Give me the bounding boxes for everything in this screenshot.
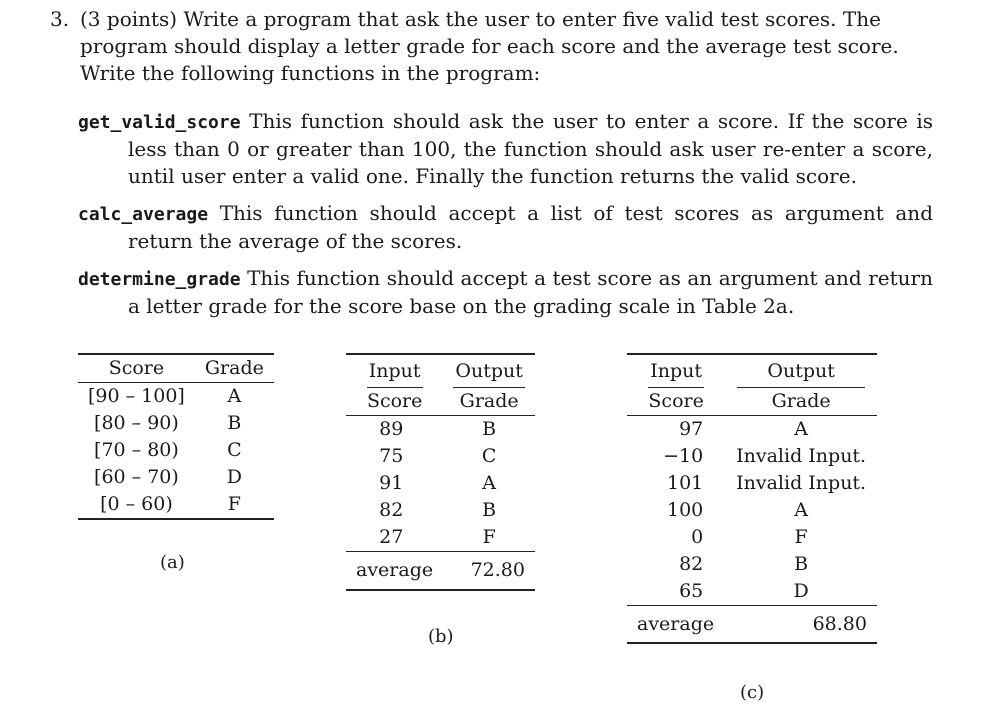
- table-cell: 82: [679, 553, 704, 575]
- problem-number: 3.: [50, 7, 70, 31]
- table-cell: 101: [666, 472, 704, 494]
- table-cell: [80 – 90): [94, 412, 179, 434]
- table-subheader: Grade: [443, 388, 535, 416]
- table-header-label: Output: [737, 355, 864, 388]
- table-cell: B: [227, 412, 242, 434]
- average-value: 72.80: [443, 552, 535, 590]
- table-cell: 65: [679, 580, 704, 602]
- table-cell: [60 – 70): [94, 466, 179, 488]
- function-list: [78, 108, 933, 330]
- table-cell: C: [481, 445, 497, 467]
- table-cell: [90 – 100]: [78, 383, 195, 411]
- table-caption-b: (b): [428, 626, 454, 647]
- function-item: [78, 265, 933, 320]
- table-cell: −10: [663, 445, 704, 467]
- table-subheader: Score: [627, 388, 725, 416]
- table-header: Score: [78, 354, 195, 383]
- table-cell: Invalid Input.: [736, 472, 867, 494]
- table-header: Grade: [195, 354, 274, 383]
- problem-text: (3 points) Write a program that ask the user to enter five valid test scores. The program should display a letter grade for each score and the average test score. Write the following functions in the program:: [80, 7, 899, 85]
- table-caption-a: (a): [160, 552, 185, 573]
- table-cell: [70 – 80): [94, 439, 179, 461]
- average-value: 68.80: [725, 606, 877, 644]
- average-label: average: [627, 606, 725, 644]
- table-cell: A: [482, 472, 497, 494]
- function-description: This function should accept a list of test scores as argument and return the average of the scores.: [128, 201, 933, 253]
- table-cell: 97: [679, 418, 704, 440]
- table-cell: 75: [379, 445, 404, 467]
- function-item: [78, 108, 933, 190]
- table-cell: F: [482, 526, 496, 548]
- table-cell: D: [793, 580, 809, 602]
- table-subheader: Grade: [725, 388, 877, 416]
- table-cell: F: [195, 491, 274, 519]
- table-subheader: Score: [346, 388, 443, 416]
- table-cell: 100: [666, 499, 704, 521]
- table-cell: 89: [379, 418, 404, 440]
- table-caption-c: (c): [740, 682, 765, 703]
- table-cell: [0 – 60): [78, 491, 195, 519]
- sample-run-table-c: [627, 353, 877, 644]
- table-header-label: Output: [453, 355, 524, 388]
- function-item: [78, 200, 933, 255]
- table-cell: 0: [691, 526, 704, 548]
- table-cell: A: [794, 418, 808, 440]
- table-cell: B: [482, 418, 497, 440]
- table-header: [725, 354, 877, 388]
- table-cell: B: [794, 553, 809, 575]
- table-cell: A: [794, 499, 808, 521]
- table-header: [627, 354, 725, 388]
- function-name: get_valid_score: [78, 112, 241, 133]
- function-description: This function should accept a test score as an argument and return a letter grade for the score base on the grading scale in Table 2a.: [128, 266, 933, 318]
- function-name: determine_grade: [78, 269, 241, 290]
- table-cell: F: [794, 526, 808, 548]
- function-name: calc_average: [78, 204, 209, 225]
- table-cell: C: [227, 439, 242, 461]
- table-header-label: Input: [367, 355, 423, 388]
- table-cell: 91: [379, 472, 404, 494]
- function-description: This function should ask the user to enter a score. If the score is less than 0 or greater than 100, the function should ask user re-enter a score, until user enter a valid one. Finally the function returns the valid score.: [128, 109, 934, 188]
- table-header: [443, 354, 535, 388]
- table-cell: Invalid Input.: [736, 445, 867, 467]
- table-header: [346, 354, 443, 388]
- table-cell: 82: [379, 499, 404, 521]
- problem-statement: [50, 6, 935, 87]
- table-cell: 27: [379, 526, 404, 548]
- table-cell: B: [482, 499, 497, 521]
- table-cell: A: [195, 383, 274, 411]
- table-header-label: Input: [648, 355, 704, 388]
- sample-run-table-b: [346, 353, 535, 591]
- average-label: average: [346, 552, 443, 590]
- table-cell: D: [226, 466, 242, 488]
- grading-scale-table: [78, 353, 274, 520]
